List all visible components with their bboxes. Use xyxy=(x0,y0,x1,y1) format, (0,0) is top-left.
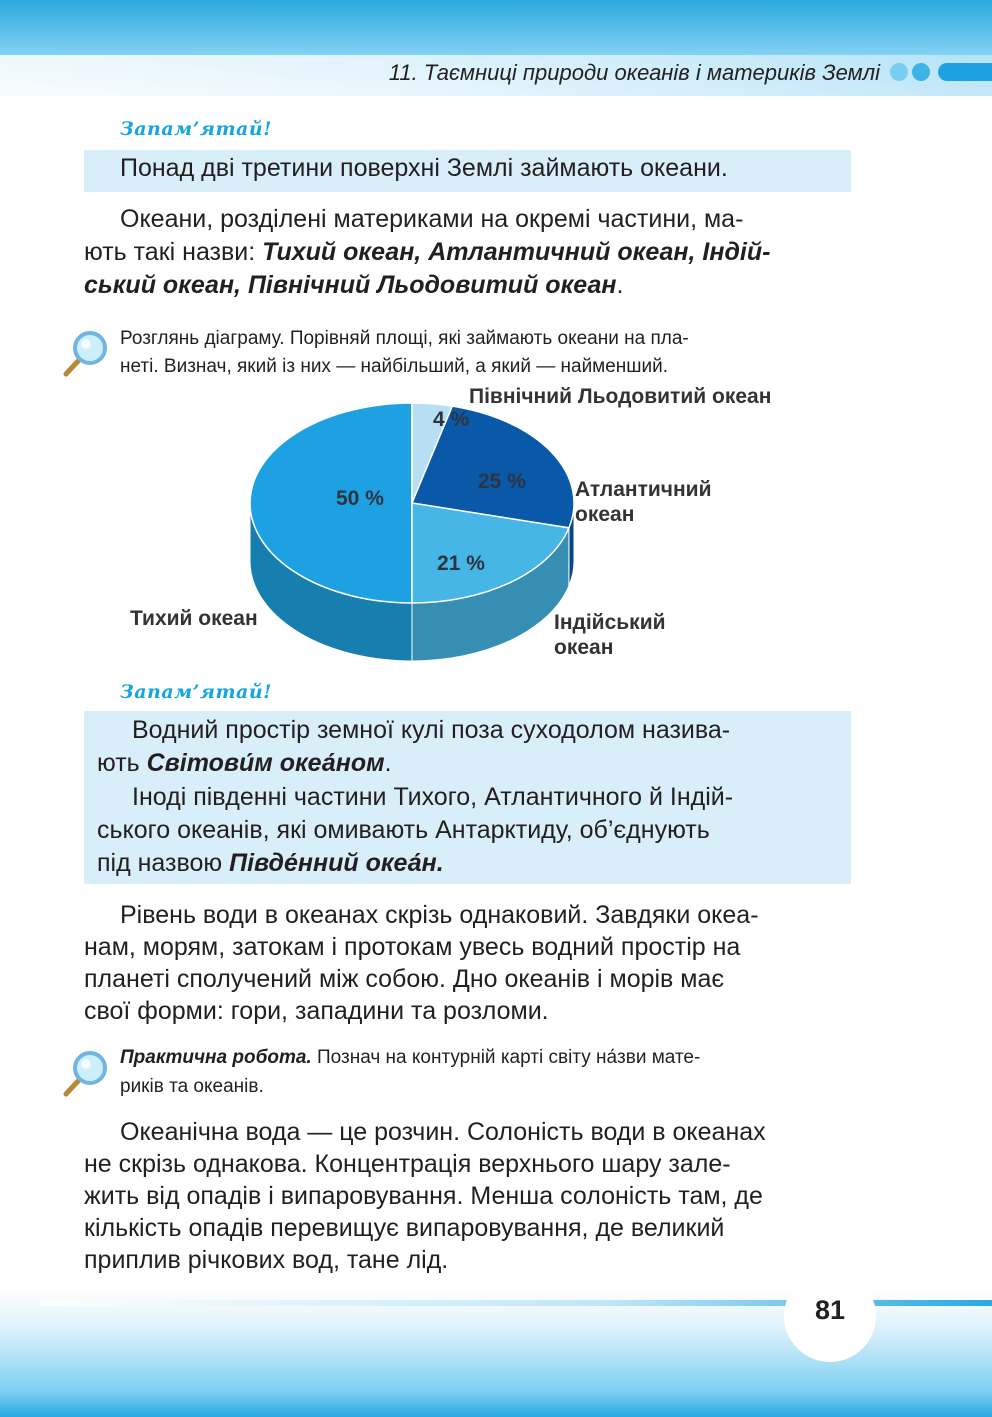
practical-text: Познач на контурній карті світу на́зви мате- xyxy=(311,1047,701,1068)
remember-text: ють xyxy=(97,749,147,777)
decor-dot xyxy=(912,63,930,81)
paragraph-line xyxy=(84,236,770,269)
pie-chart xyxy=(130,385,860,675)
ocean-names: Тихий океан, Атлантичний океан, Індій- xyxy=(262,238,771,266)
paragraph-line: приплив річкових вод, тане лід. xyxy=(84,1246,449,1274)
slice-label-pacific: 50 % xyxy=(336,487,384,510)
slice-label-arctic: 4 % xyxy=(433,408,470,431)
remember-text: Понад дві третини поверхні Землі займають океани. xyxy=(120,154,728,182)
paragraph-line: Океанічна вода — це розчин. Солоність води в океанах xyxy=(120,1118,766,1146)
legend-indian: Індійський xyxy=(554,611,666,634)
term-world-ocean: Світови́м океа́ном xyxy=(146,749,385,777)
remember-line: Водний простір земної кулі поза суходолом назива- xyxy=(132,716,731,744)
paragraph-text: . xyxy=(616,271,624,299)
paragraph-line xyxy=(84,269,623,302)
remember-label: Запам’ятай! xyxy=(120,118,273,140)
legend-indian: океан xyxy=(554,636,614,659)
legend-arctic: Північний Льодовитий океан xyxy=(469,385,772,408)
pie-chart-svg xyxy=(240,395,860,675)
legend-atlantic: океан xyxy=(575,503,635,526)
paragraph-line: жить від опадів і випаровування. Менша солоність там, де xyxy=(84,1182,763,1210)
paragraph-line: Рівень води в океанах скрізь однаковий. Завдяки океа- xyxy=(120,901,759,929)
task-line: Розглянь діаграму. Порівняй площі, які займають океани на пла- xyxy=(120,328,689,349)
remember-text: під назвою xyxy=(97,849,230,877)
decor-pill xyxy=(938,63,992,81)
practical-label: Практична робота. xyxy=(120,1047,312,1068)
legend-pacific: Тихий океан xyxy=(130,607,258,630)
task-line: неті. Визнач, який із них — найбільший, а який — найменший. xyxy=(120,356,669,377)
term-southern-ocean: Півде́нний океа́н xyxy=(229,849,437,877)
paragraph-line: Океани, розділені материками на окремі частини, ма- xyxy=(120,205,744,233)
remember-line xyxy=(97,847,444,880)
paragraph-text: ють такі назви: xyxy=(84,238,263,266)
slice-label-atlantic: 25 % xyxy=(478,470,526,493)
remember-label: Запам’ятай! xyxy=(120,681,273,703)
practical-line: риків та океанів. xyxy=(120,1076,264,1097)
paragraph-line: кількість опадів перевищує випаровування, де великий xyxy=(84,1214,725,1242)
remember-line: ського океанів, які омивають Антарктиду, об’єднують xyxy=(97,816,710,844)
magnifier-icon xyxy=(56,326,112,382)
remember-text: . xyxy=(384,749,392,777)
legend-atlantic: Атлантичний xyxy=(575,478,712,501)
magnifier-icon xyxy=(56,1046,112,1102)
ocean-names: ський океан, Північний Льодовитий океан xyxy=(84,271,617,299)
pie-tops xyxy=(250,403,574,603)
chapter-title: 11. Таємниці природи океанів і материків Землі xyxy=(388,60,880,85)
paragraph-line: нам, морям, затокам і протокам увесь водний простір на xyxy=(84,933,741,961)
practical-line xyxy=(120,1044,700,1071)
remember-text: . xyxy=(436,849,444,877)
paragraph-line: свої форми: гори, западини та розломи. xyxy=(84,997,549,1025)
remember-line xyxy=(97,747,392,780)
paragraph-line: не скрізь однакова. Концентрація верхнього шару зале- xyxy=(84,1150,731,1178)
remember-line: Іноді південні частини Тихого, Атлантичного й Індій- xyxy=(132,783,734,811)
page-number: 81 xyxy=(814,1295,846,1325)
decor-dot xyxy=(890,63,908,81)
slice-label-indian: 21 % xyxy=(437,552,485,575)
paragraph-line: планеті сполучений між собою. Дно океанів і морів має xyxy=(84,965,725,993)
